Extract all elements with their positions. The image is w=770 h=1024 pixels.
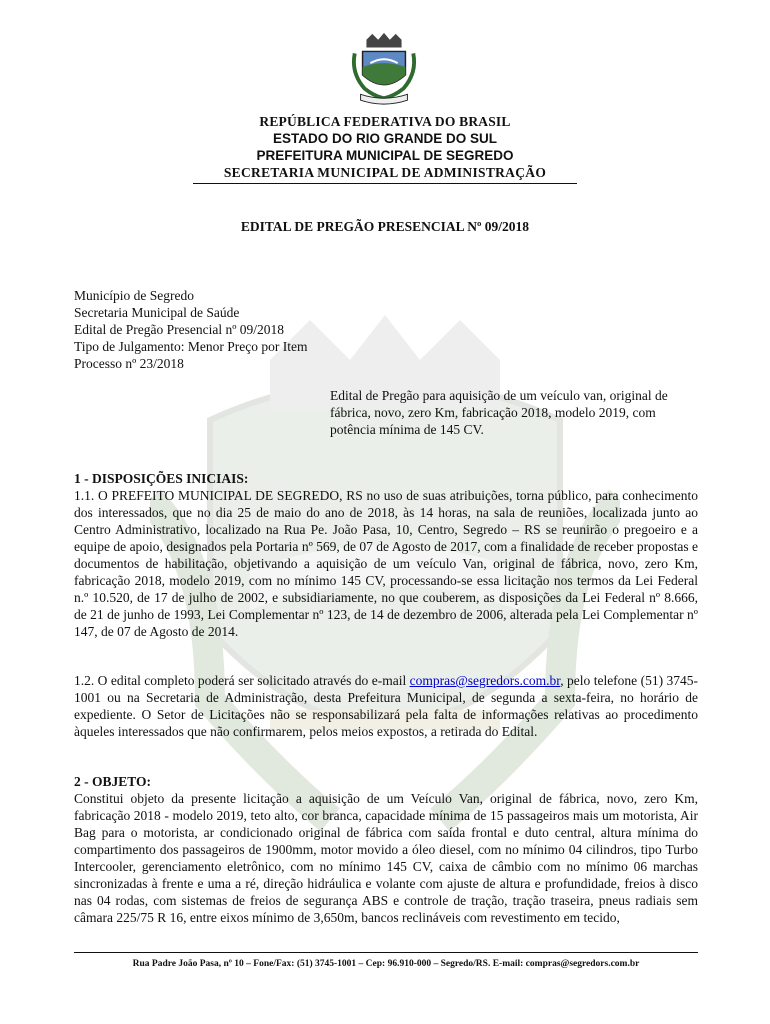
section-1-paragraph-1: 1.1. O PREFEITO MUNICIPAL DE SEGREDO, RS no uso de suas atribuições, torna público, para conhecimento dos interessados, que no dia 25 de maio do ano de 2018, às 14 horas, na sala de reuniões, localizada junto ao Centro Administrativo, localizado na Rua Pe. João Pasa, 10, Centro, Segredo – RS se reunirão o pregoeiro e a equipe de apoio, designados pela Portaria nº 569, de 07 de Agosto de 2017, com a finalidade de receber propostas e documentos de habilitação, objetivando a aquisição de um veículo Van, original de fábrica, novo, zero Km, fabricação 2018, modelo 2019, com no mínimo 145 CV, processando-se essa licitação nos termos da Lei Federal n.º 10.520, de 17 de julho de 2002, e subsidiariamente, no que couberem, as disposições da Lei Federal nº 8.666, de 21 de junho de 1993, Lei Complementar nº 123, de 14 de dezembro de 2006, alterada pela Lei Complementar nº 147, de 07 de Agosto de 2014. [74, 488, 698, 639]
section-1-heading: 1 - DISPOSIÇÕES INICIAIS: [74, 471, 249, 486]
edital-title: EDITAL DE PREGÃO PRESENCIAL Nº 09/2018 [240, 219, 530, 234]
document-header [0, 113, 770, 184]
edital-summary: Edital de Pregão para aquisição de um veículo van, original de fábrica, novo, zero Km, fabricação 2018, modelo 2019, com potência mínima de 145 CV. [330, 388, 668, 437]
header-secretariat: SECRETARIA MUNICIPAL DE ADMINISTRAÇÃO [223, 165, 547, 180]
section-2 [74, 773, 698, 926]
ref-judgment-type: Tipo de Julgamento: Menor Preço por Item [74, 339, 308, 354]
email-link[interactable]: compras@segredors.com.br [409, 673, 561, 688]
header-state: ESTADO DO RIO GRANDE DO SUL [272, 131, 497, 146]
header-prefecture: PREFEITURA MUNICIPAL DE SEGREDO [256, 148, 514, 163]
section-1 [74, 470, 698, 640]
p2-text-b: , pelo telefone (51) 3745-1001 ou na Secretaria de Administração, desta Prefeitura Municipal, de segunda a sexta-feira, no horário de expediente. O Setor de Licitações não se responsabilizará pela falta de informações relativas ao procedimento àqueles interessados que não confirmarem, pelos meios expostos, a retirada do Edital. [74, 673, 699, 739]
section-2-paragraph-1: Constitui objeto da presente licitação a aquisição de um Veículo Van, original de fábrica, novo, zero Km, fabricação 2018 - modelo 2019, teto alto, cor branca, capacidade mínima de 15 passageiros mais um motorista, Air Bag para o motorista, ar condicionado original de fábrica com saída frontal e duto central, altura mínima do compartimento dos passageiros de 1900mm, motor movido a óleo diesel, com no mínimo 04 cilindros, tipo Turbo Intercooler, gerenciamento eletrônico, com no mínimo 145 CV, caixa de câmbio com no mínimo 06 marchas sincronizadas à frente e uma a ré, direção hidráulica e volante com ajuste de altura e profundidade, freios à disco nas 04 rodas, com sistemas de freios de segurança ABS e controle de tração, tração traseira, pneus radiais sem câmara 225/75 R 16, entre eixos mínimo de 3,650m, bancos reclináveis com revestimento em tecido, [74, 791, 698, 925]
ref-edital: Edital de Pregão Presencial nº 09/2018 [74, 322, 285, 337]
document-footer: Rua Padre João Pasa, nº 10 – Fone/Fax: (51) 3745-1001 – Cep: 96.910-000 – Segredo/RS. E-mail: compras@segredors.com.br [74, 952, 698, 969]
ref-municipality: Município de Segredo [74, 288, 194, 303]
header-rule [193, 183, 577, 184]
p2-text-a: 1.2. O edital completo poderá ser solicitado através do e-mail [74, 673, 410, 688]
ref-secretariat: Secretaria Municipal de Saúde [74, 305, 240, 320]
ref-process: Processo nº 23/2018 [74, 356, 184, 371]
section-1-paragraph-2 [74, 672, 698, 740]
coat-of-arms-crest [345, 30, 423, 108]
reference-block [74, 287, 307, 372]
section-2-heading: 2 - OBJETO: [74, 774, 152, 789]
header-republic: REPÚBLICA FEDERATIVA DO BRASIL [259, 114, 511, 129]
